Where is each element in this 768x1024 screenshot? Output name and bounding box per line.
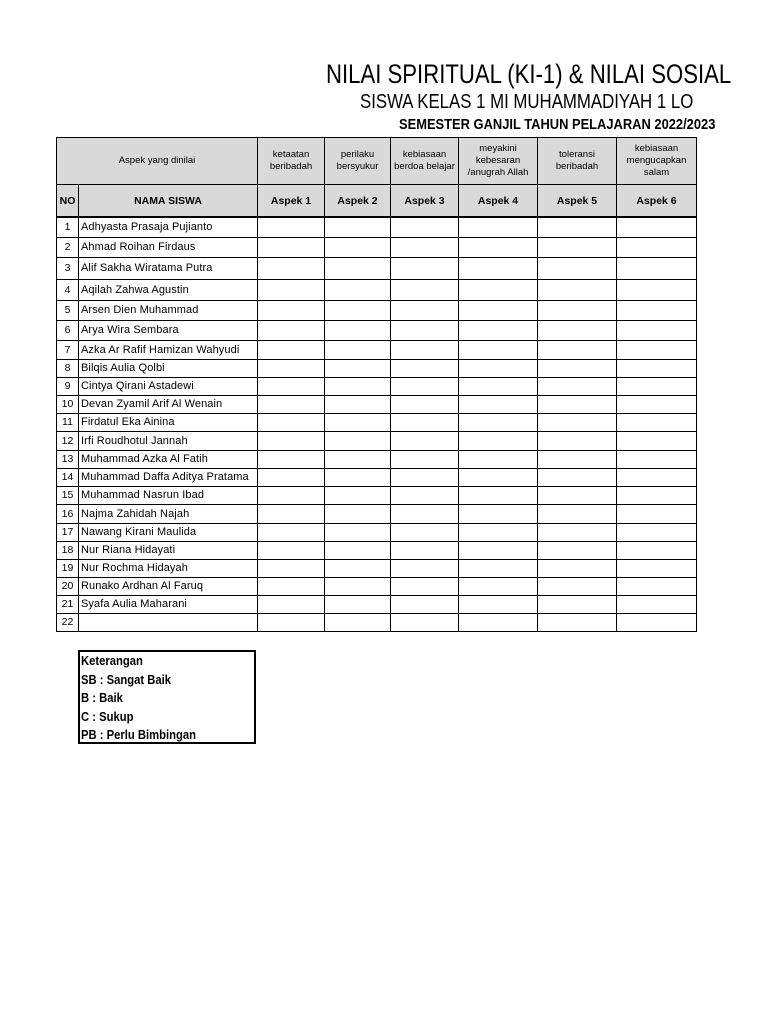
grade-cell[interactable] bbox=[325, 613, 391, 631]
grade-cell[interactable] bbox=[325, 300, 391, 320]
table-row bbox=[57, 300, 697, 320]
table-row bbox=[57, 320, 697, 340]
header-area bbox=[0, 0, 768, 140]
grade-cell[interactable] bbox=[325, 320, 391, 340]
grade-cell[interactable] bbox=[459, 486, 538, 504]
student-name: Azka Ar Rafif Hamizan Wahyudi bbox=[79, 340, 258, 359]
student-name bbox=[79, 613, 258, 631]
table-row bbox=[57, 577, 697, 595]
grade-cell[interactable] bbox=[459, 395, 538, 413]
table-row bbox=[57, 504, 697, 523]
aspect-label: Aspek 2 bbox=[325, 185, 391, 218]
grade-cell[interactable] bbox=[391, 237, 459, 257]
table-row bbox=[57, 541, 697, 559]
table-row bbox=[57, 468, 697, 486]
row-number: 10 bbox=[57, 395, 79, 413]
aspect-header-label: Aspek yang dinilai bbox=[57, 138, 258, 185]
grades-table bbox=[56, 137, 697, 632]
grade-cell[interactable] bbox=[538, 468, 617, 486]
grade-cell[interactable] bbox=[617, 541, 697, 559]
grade-cell[interactable] bbox=[459, 523, 538, 541]
grade-cell[interactable] bbox=[391, 359, 459, 377]
student-name: Arsen Dien Muhammad bbox=[79, 300, 258, 320]
grade-cell[interactable] bbox=[538, 486, 617, 504]
grade-cell[interactable] bbox=[258, 340, 325, 359]
grade-cell[interactable] bbox=[459, 595, 538, 613]
grade-cell[interactable] bbox=[325, 504, 391, 523]
legend-item: SB : Sangat Baik bbox=[81, 672, 172, 687]
student-name: Nawang Kirani Maulida bbox=[79, 523, 258, 541]
grade-cell[interactable] bbox=[391, 320, 459, 340]
grade-cell[interactable] bbox=[459, 413, 538, 431]
table-row bbox=[57, 395, 697, 413]
row-number: 3 bbox=[57, 257, 79, 279]
grade-cell[interactable] bbox=[538, 523, 617, 541]
grade-cell[interactable] bbox=[617, 559, 697, 577]
table-row bbox=[57, 523, 697, 541]
grade-cell[interactable] bbox=[325, 279, 391, 300]
aspect-label: Aspek 5 bbox=[538, 185, 617, 218]
grade-cell[interactable] bbox=[617, 595, 697, 613]
grade-cell[interactable] bbox=[459, 300, 538, 320]
student-name: Irfi Roudhotul Jannah bbox=[79, 431, 258, 450]
grade-cell[interactable] bbox=[391, 468, 459, 486]
grade-cell[interactable] bbox=[459, 613, 538, 631]
grade-cell[interactable] bbox=[258, 577, 325, 595]
row-number: 8 bbox=[57, 359, 79, 377]
row-number: 16 bbox=[57, 504, 79, 523]
table-row bbox=[57, 595, 697, 613]
grade-cell[interactable] bbox=[258, 359, 325, 377]
student-name: Cintya Qirani Astadewi bbox=[79, 377, 258, 395]
grade-cell[interactable] bbox=[391, 279, 459, 300]
table-row bbox=[57, 413, 697, 431]
grade-cell[interactable] bbox=[258, 279, 325, 300]
student-name: Muhammad Azka Al Fatih bbox=[79, 450, 258, 468]
grade-cell[interactable] bbox=[617, 377, 697, 395]
row-number: 22 bbox=[57, 613, 79, 631]
row-number: 15 bbox=[57, 486, 79, 504]
grade-cell[interactable] bbox=[258, 413, 325, 431]
row-number: 14 bbox=[57, 468, 79, 486]
student-name: Firdatul Eka Ainina bbox=[79, 413, 258, 431]
no-column-header: NO bbox=[57, 185, 79, 218]
grade-cell[interactable] bbox=[538, 413, 617, 431]
grade-cell[interactable] bbox=[325, 559, 391, 577]
grade-cell[interactable] bbox=[538, 450, 617, 468]
grade-cell[interactable] bbox=[538, 595, 617, 613]
student-name: Arya Wira Sembara bbox=[79, 320, 258, 340]
row-number: 1 bbox=[57, 217, 79, 237]
grade-cell[interactable] bbox=[258, 504, 325, 523]
row-number: 11 bbox=[57, 413, 79, 431]
grade-cell[interactable] bbox=[617, 468, 697, 486]
grade-cell[interactable] bbox=[258, 613, 325, 631]
table-row bbox=[57, 257, 697, 279]
legend-item: B : Baik bbox=[81, 691, 123, 705]
grade-cell[interactable] bbox=[258, 300, 325, 320]
grade-cell[interactable] bbox=[391, 257, 459, 279]
student-name: Alif Sakha Wiratama Putra bbox=[79, 257, 258, 279]
table-row bbox=[57, 359, 697, 377]
aspect-description: perilaku bersyukur bbox=[325, 138, 391, 185]
row-number: 18 bbox=[57, 541, 79, 559]
aspect-label: Aspek 3 bbox=[391, 185, 459, 218]
aspect-description: toleransi beribadah bbox=[538, 138, 617, 185]
grade-cell[interactable] bbox=[538, 279, 617, 300]
student-name: Bilqis Aulia Qolbi bbox=[79, 359, 258, 377]
grade-cell[interactable] bbox=[258, 541, 325, 559]
aspect-label: Aspek 6 bbox=[617, 185, 697, 218]
row-number: 17 bbox=[57, 523, 79, 541]
aspect-description: kebiasaan berdoa belajar bbox=[391, 138, 459, 185]
grade-cell[interactable] bbox=[391, 217, 459, 237]
student-name: Najma Zahidah Najah bbox=[79, 504, 258, 523]
table-row bbox=[57, 217, 697, 237]
grade-cell[interactable] bbox=[325, 523, 391, 541]
grade-cell[interactable] bbox=[258, 468, 325, 486]
table-row bbox=[57, 340, 697, 359]
grade-cell[interactable] bbox=[538, 257, 617, 279]
table-row bbox=[57, 486, 697, 504]
page-title: NILAI SPIRITUAL (KI-1) & NILAI SOSIAL bbox=[326, 59, 732, 89]
semester-heading: SEMESTER GANJIL TAHUN PELAJARAN 2022/2023 bbox=[399, 116, 716, 133]
student-name: Adhyasta Prasaja Pujianto bbox=[79, 217, 258, 237]
grade-cell[interactable] bbox=[391, 450, 459, 468]
grade-cell[interactable] bbox=[538, 541, 617, 559]
grade-cell[interactable] bbox=[459, 217, 538, 237]
legend-item: C : Sukup bbox=[81, 709, 134, 724]
grade-cell[interactable] bbox=[325, 413, 391, 431]
grade-cell[interactable] bbox=[391, 523, 459, 541]
legend-box bbox=[78, 650, 256, 744]
row-number: 2 bbox=[57, 237, 79, 257]
grade-cell[interactable] bbox=[325, 217, 391, 237]
student-name: Devan Zyamil Arif Al Wenain bbox=[79, 395, 258, 413]
grade-cell[interactable] bbox=[391, 595, 459, 613]
grade-cell[interactable] bbox=[391, 377, 459, 395]
row-number: 19 bbox=[57, 559, 79, 577]
row-number: 5 bbox=[57, 300, 79, 320]
row-number: 13 bbox=[57, 450, 79, 468]
grade-cell[interactable] bbox=[258, 257, 325, 279]
grade-cell[interactable] bbox=[459, 431, 538, 450]
grade-cell[interactable] bbox=[538, 340, 617, 359]
row-number: 4 bbox=[57, 279, 79, 300]
grade-cell[interactable] bbox=[325, 359, 391, 377]
grade-cell[interactable] bbox=[617, 300, 697, 320]
row-number: 12 bbox=[57, 431, 79, 450]
table-row bbox=[57, 559, 697, 577]
grade-cell[interactable] bbox=[391, 486, 459, 504]
grade-cell[interactable] bbox=[617, 450, 697, 468]
grade-cell[interactable] bbox=[258, 486, 325, 504]
student-name: Nur Riana Hidayati bbox=[79, 541, 258, 559]
grade-cell[interactable] bbox=[538, 577, 617, 595]
grade-cell[interactable] bbox=[258, 450, 325, 468]
grade-cell[interactable] bbox=[391, 395, 459, 413]
grade-cell[interactable] bbox=[325, 431, 391, 450]
grade-cell[interactable] bbox=[459, 257, 538, 279]
grade-cell[interactable] bbox=[538, 431, 617, 450]
grade-cell[interactable] bbox=[617, 413, 697, 431]
grade-cell[interactable] bbox=[617, 504, 697, 523]
grade-cell[interactable] bbox=[325, 395, 391, 413]
grade-cell[interactable] bbox=[459, 359, 538, 377]
grade-cell[interactable] bbox=[325, 237, 391, 257]
grade-cell[interactable] bbox=[325, 486, 391, 504]
page-subtitle: SISWA KELAS 1 MI MUHAMMADIYAH 1 LO bbox=[360, 91, 694, 113]
grade-cell[interactable] bbox=[459, 237, 538, 257]
row-number: 21 bbox=[57, 595, 79, 613]
grade-cell[interactable] bbox=[258, 595, 325, 613]
grade-cell[interactable] bbox=[617, 237, 697, 257]
name-column-header: NAMA SISWA bbox=[79, 185, 258, 218]
grade-cell[interactable] bbox=[459, 340, 538, 359]
student-name: Muhammad Daffa Aditya Pratama bbox=[79, 468, 258, 486]
student-name: Ahmad Roihan Firdaus bbox=[79, 237, 258, 257]
grade-cell[interactable] bbox=[258, 395, 325, 413]
grade-cell[interactable] bbox=[538, 377, 617, 395]
grade-cell[interactable] bbox=[617, 486, 697, 504]
grade-cell[interactable] bbox=[258, 320, 325, 340]
grade-cell[interactable] bbox=[617, 340, 697, 359]
aspect-description: ketaatan beribadah bbox=[258, 138, 325, 185]
student-name: Syafa Aulia Maharani bbox=[79, 595, 258, 613]
grade-cell[interactable] bbox=[459, 504, 538, 523]
grade-cell[interactable] bbox=[258, 559, 325, 577]
grade-cell[interactable] bbox=[459, 577, 538, 595]
grade-cell[interactable] bbox=[325, 450, 391, 468]
aspect-label: Aspek 1 bbox=[258, 185, 325, 218]
grade-cell[interactable] bbox=[459, 468, 538, 486]
grade-cell[interactable] bbox=[538, 504, 617, 523]
grade-cell[interactable] bbox=[617, 257, 697, 279]
grade-cell[interactable] bbox=[325, 257, 391, 279]
grade-cell[interactable] bbox=[459, 279, 538, 300]
grade-cell[interactable] bbox=[325, 377, 391, 395]
grade-cell[interactable] bbox=[617, 217, 697, 237]
grade-cell[interactable] bbox=[617, 320, 697, 340]
grade-cell[interactable] bbox=[391, 541, 459, 559]
table-header-labels bbox=[57, 185, 697, 218]
student-name: Aqilah Zahwa Agustin bbox=[79, 279, 258, 300]
grade-cell[interactable] bbox=[617, 279, 697, 300]
grade-cell[interactable] bbox=[459, 377, 538, 395]
aspect-description: kebiasaan mengucapkan salam bbox=[617, 138, 697, 185]
grade-cell[interactable] bbox=[459, 541, 538, 559]
grade-cell[interactable] bbox=[325, 577, 391, 595]
grade-cell[interactable] bbox=[538, 359, 617, 377]
student-name: Runako Ardhan Al Faruq bbox=[79, 577, 258, 595]
table-row bbox=[57, 450, 697, 468]
grade-cell[interactable] bbox=[258, 523, 325, 541]
grade-cell[interactable] bbox=[325, 541, 391, 559]
grade-cell[interactable] bbox=[391, 559, 459, 577]
grade-cell[interactable] bbox=[258, 217, 325, 237]
grade-cell[interactable] bbox=[617, 359, 697, 377]
grade-cell[interactable] bbox=[391, 413, 459, 431]
grade-cell[interactable] bbox=[617, 431, 697, 450]
table-row bbox=[57, 613, 697, 631]
legend-title: Keterangan bbox=[81, 654, 143, 668]
grade-cell[interactable] bbox=[391, 577, 459, 595]
row-number: 6 bbox=[57, 320, 79, 340]
row-number: 7 bbox=[57, 340, 79, 359]
aspect-description: meyakini kebesaran /anugrah Allah bbox=[459, 138, 538, 185]
grade-cell[interactable] bbox=[391, 504, 459, 523]
legend-item: PB : Perlu Bimbingan bbox=[81, 728, 197, 742]
table-header-descriptions bbox=[57, 138, 697, 185]
student-name: Muhammad Nasrun Ibad bbox=[79, 486, 258, 504]
grade-cell[interactable] bbox=[459, 320, 538, 340]
aspect-label: Aspek 4 bbox=[459, 185, 538, 218]
grade-cell[interactable] bbox=[459, 559, 538, 577]
grade-cell[interactable] bbox=[391, 431, 459, 450]
grade-cell[interactable] bbox=[538, 237, 617, 257]
grade-cell[interactable] bbox=[391, 340, 459, 359]
grade-cell[interactable] bbox=[538, 559, 617, 577]
row-number: 9 bbox=[57, 377, 79, 395]
grade-cell[interactable] bbox=[391, 300, 459, 320]
student-name: Nur Rochma Hidayah bbox=[79, 559, 258, 577]
grade-cell[interactable] bbox=[538, 320, 617, 340]
grade-cell[interactable] bbox=[258, 377, 325, 395]
table-row bbox=[57, 237, 697, 257]
grade-cell[interactable] bbox=[538, 395, 617, 413]
table-row bbox=[57, 431, 697, 450]
grade-cell[interactable] bbox=[325, 340, 391, 359]
row-number: 20 bbox=[57, 577, 79, 595]
grade-cell[interactable] bbox=[538, 217, 617, 237]
grade-cell[interactable] bbox=[538, 300, 617, 320]
grade-cell[interactable] bbox=[325, 468, 391, 486]
grade-cell[interactable] bbox=[258, 237, 325, 257]
grade-cell[interactable] bbox=[617, 523, 697, 541]
grade-cell[interactable] bbox=[459, 450, 538, 468]
grade-cell[interactable] bbox=[617, 577, 697, 595]
table-row bbox=[57, 377, 697, 395]
grade-cell[interactable] bbox=[617, 395, 697, 413]
grade-cell[interactable] bbox=[617, 613, 697, 631]
grade-cell[interactable] bbox=[325, 595, 391, 613]
grade-cell[interactable] bbox=[258, 431, 325, 450]
grade-cell[interactable] bbox=[538, 613, 617, 631]
table-row bbox=[57, 279, 697, 300]
grade-cell[interactable] bbox=[391, 613, 459, 631]
